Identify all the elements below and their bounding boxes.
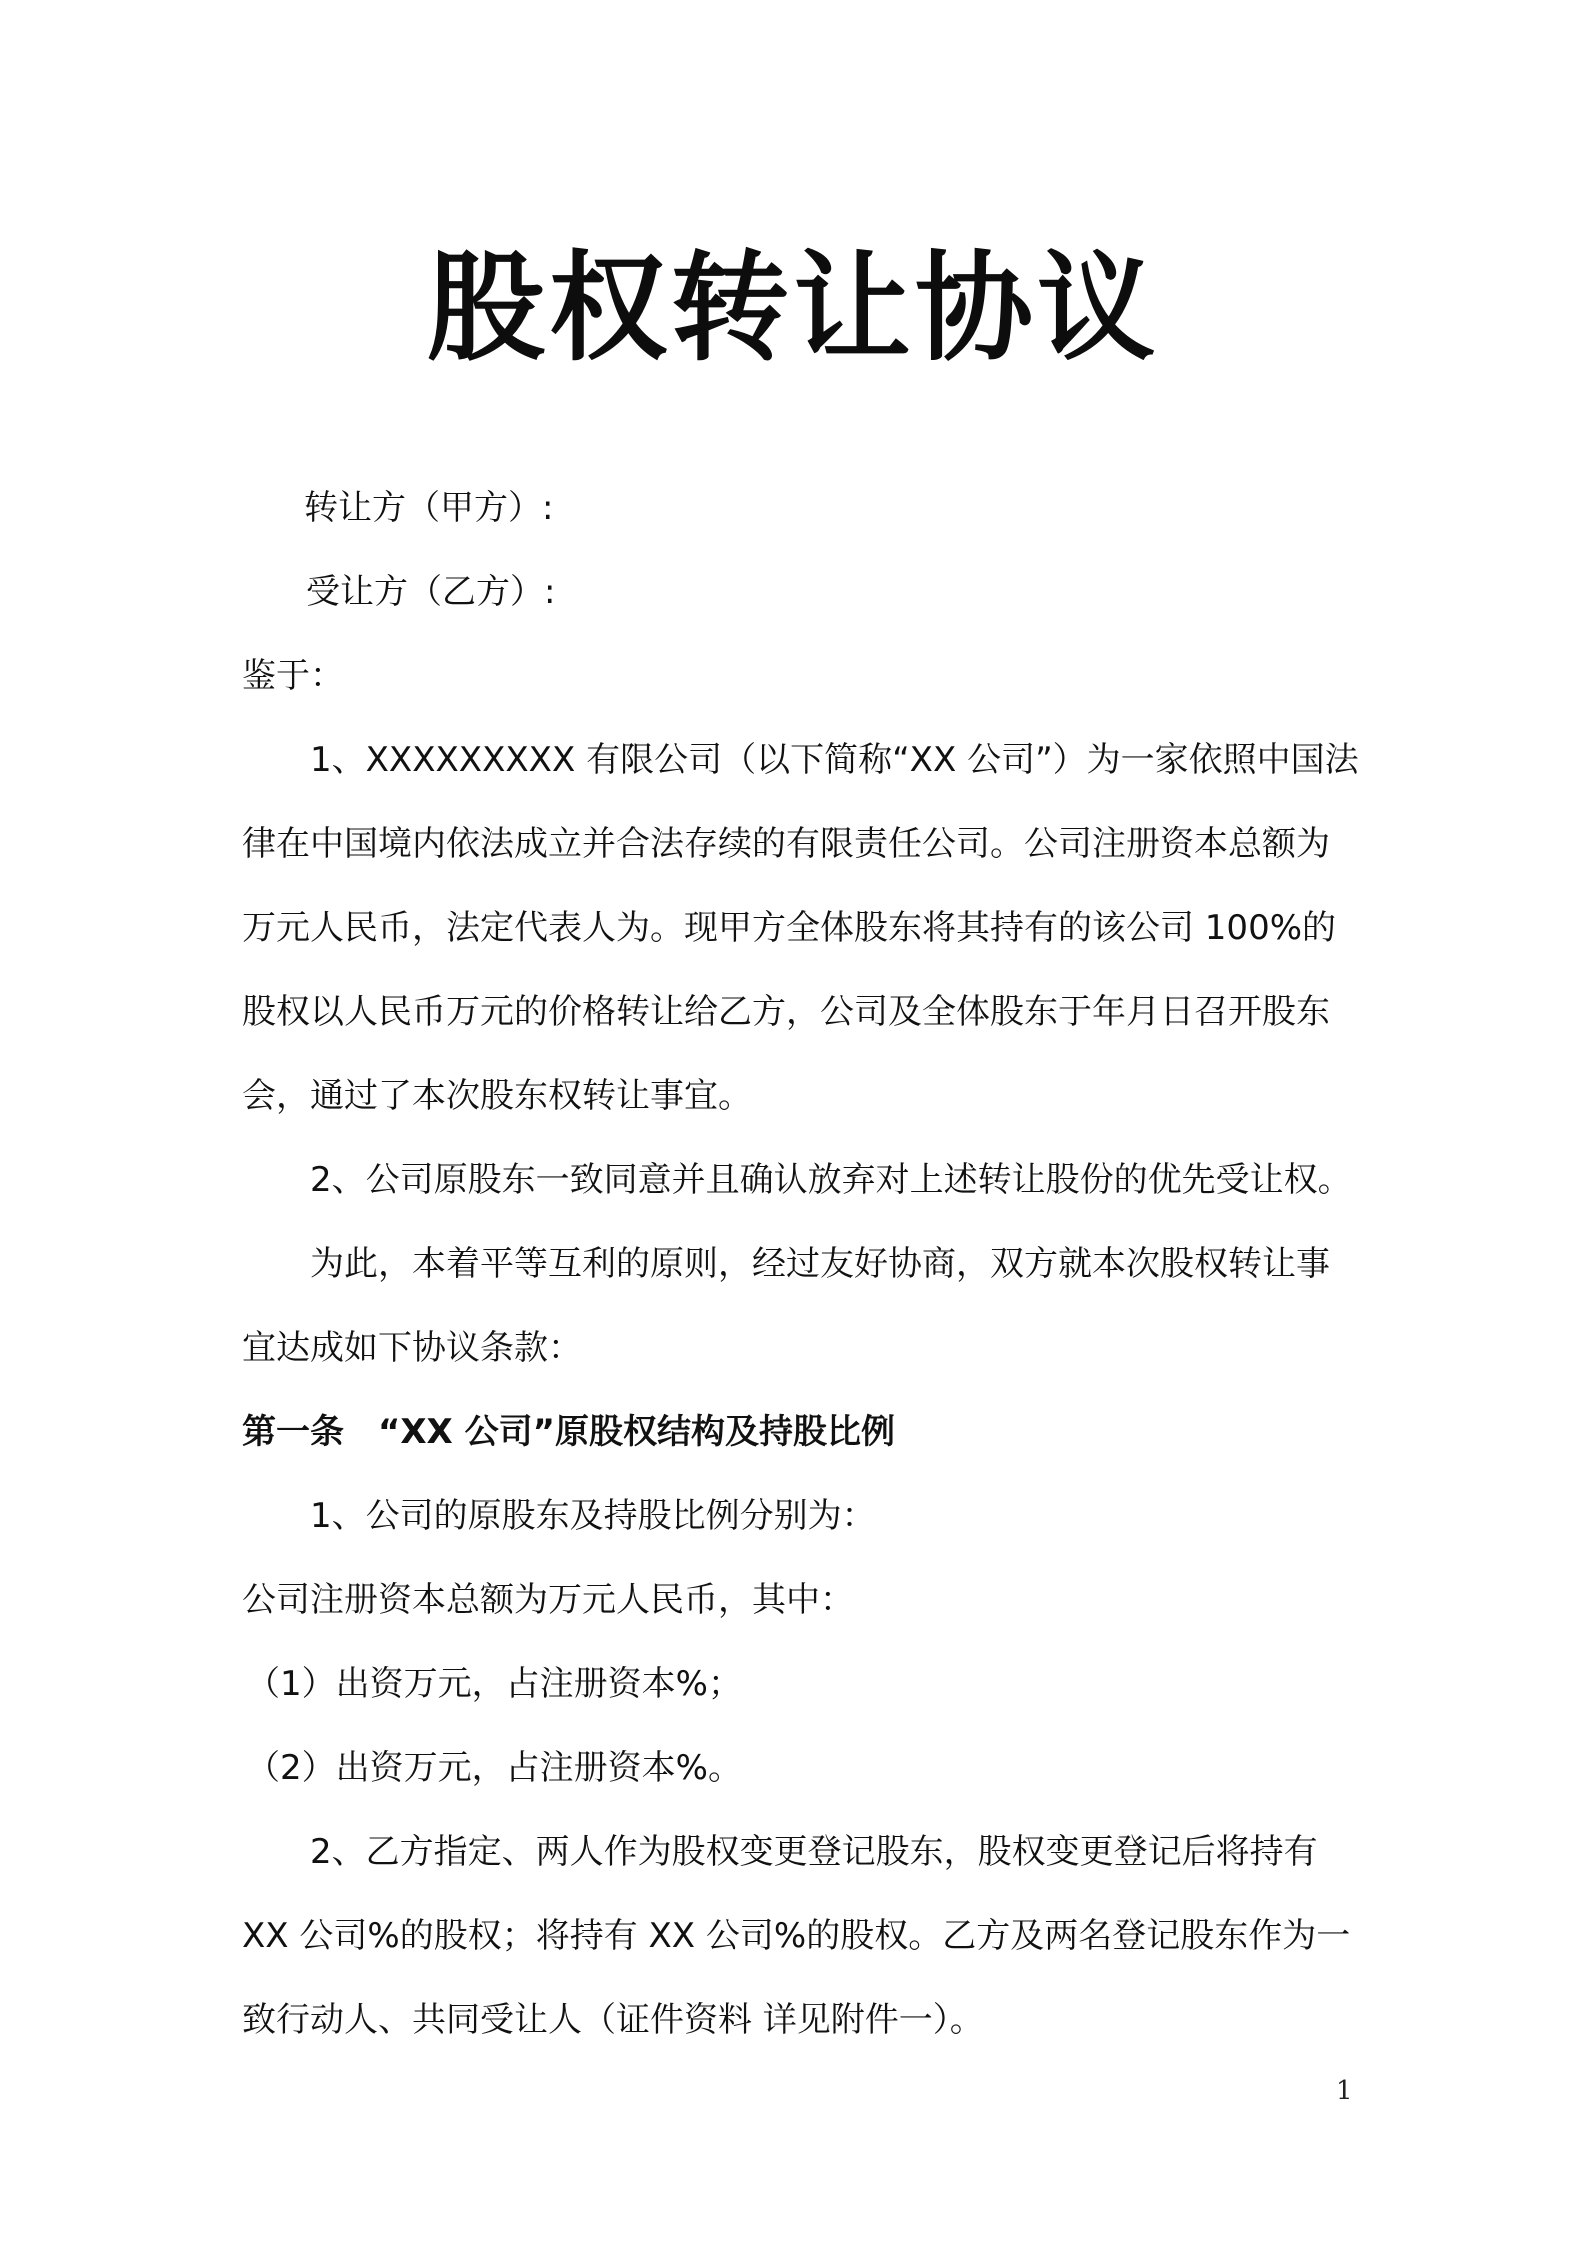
paragraph-line: 1、XXXXXXXXX 有限公司（以下简称“XX 公司”）为一家依照中国法 [310, 740, 1359, 780]
paragraph-line: XX 公司%的股权；将持有 XX 公司%的股权。乙方及两名登记股东作为一 [242, 1916, 1351, 1956]
document-title: 股权转让协议 [426, 239, 1159, 377]
paragraph-line: 律在中国境内依法成立并合法存续的有限责任公司。公司注册资本总额为 [242, 824, 1330, 864]
paragraph-line: 致行动人、共同受让人（证件资料 详见附件一）。 [242, 2000, 984, 2040]
paragraph-line: 会，通过了本次股东权转让事宜。 [242, 1076, 752, 1116]
paragraph-line: 1、公司的原股东及持股比例分别为： [310, 1496, 876, 1536]
transferee-line: 受让方（乙方）: [306, 572, 556, 612]
paragraph-line: 股权以人民币万元的价格转让给乙方，公司及全体股东于年月日召开股东 [242, 992, 1330, 1032]
page-number: 1 [1336, 2076, 1353, 2106]
whereas-heading: 鉴于： [242, 656, 344, 696]
paragraph-line: 宜达成如下协议条款： [242, 1328, 582, 1368]
list-item: （2）出资万元，占注册资本%。 [246, 1748, 742, 1788]
paragraph-line: 万元人民币，法定代表人为。现甲方全体股东将其持有的该公司 100%的 [242, 908, 1337, 948]
paragraph-line: 2、乙方指定、两人作为股权变更登记股东，股权变更登记后将持有 [310, 1832, 1318, 1872]
transferor-line: 转让方（甲方）: [304, 488, 554, 528]
paragraph-line: 为此，本着平等互利的原则，经过友好协商，双方就本次股权转让事 [310, 1244, 1330, 1284]
list-item: （1）出资万元，占注册资本%； [246, 1664, 742, 1704]
article-one-heading: 第一条 “XX 公司”原股权结构及持股比例 [242, 1412, 895, 1452]
paragraph-line: 2、公司原股东一致同意并且确认放弃对上述转让股份的优先受让权。 [310, 1160, 1352, 1200]
paragraph-line: 公司注册资本总额为万元人民币，其中： [242, 1580, 854, 1620]
